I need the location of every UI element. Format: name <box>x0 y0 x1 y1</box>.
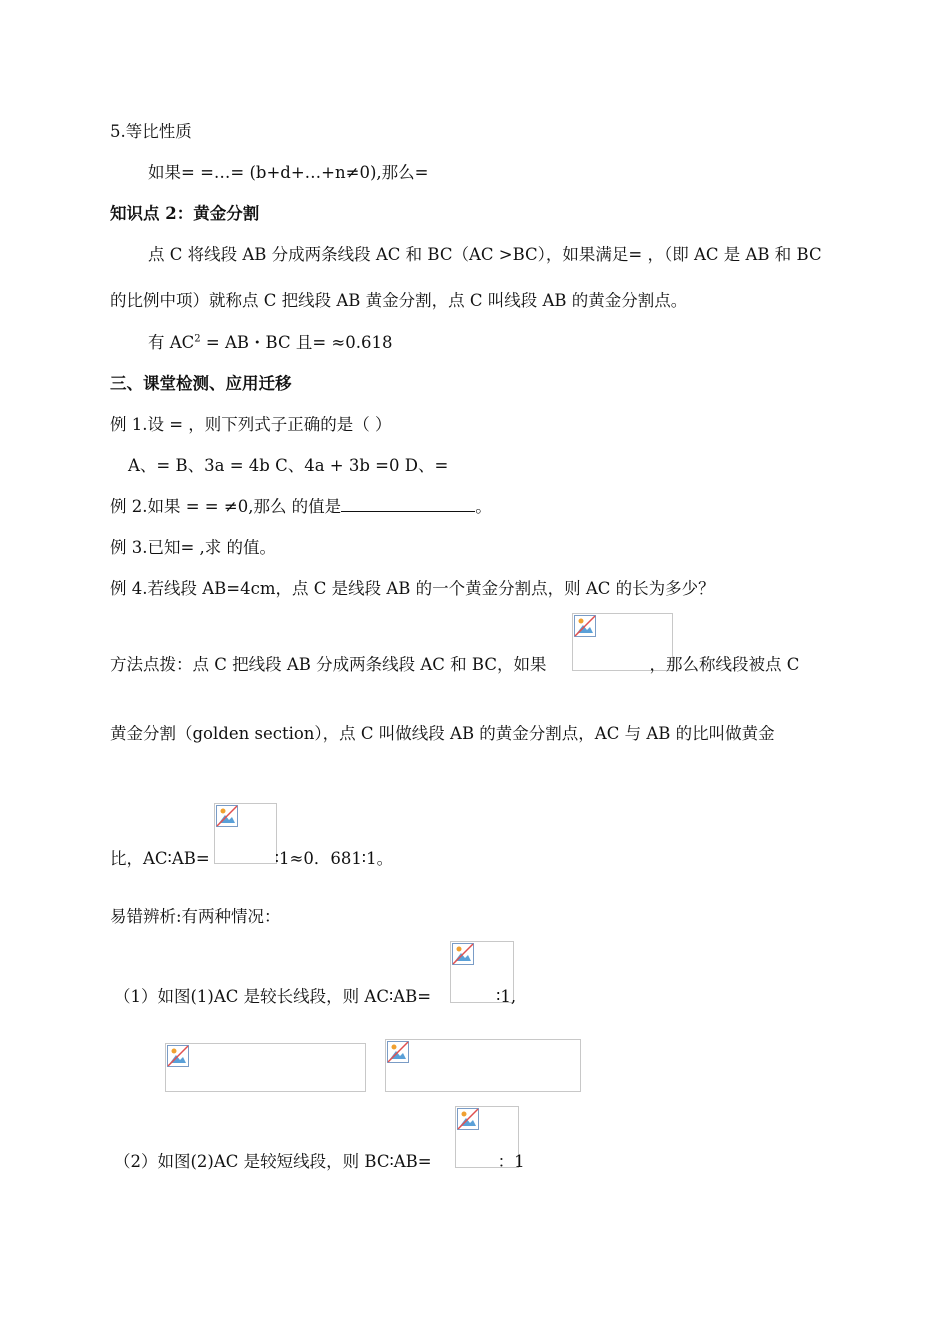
example-2-end: 。 <box>475 497 492 516</box>
case-2-line <box>114 1151 525 1173</box>
example-2-text: 例 2.如果 = = ≠0,那么 的值是 <box>110 497 342 516</box>
golden-section-def-line-1: 点 C 将线段 AB 分成两条线段 AC 和 BC（AC >BC），如果满足= ，（即 AC 是 AB 和 BC <box>148 245 822 264</box>
example-4-question: 例 4.若线段 AB=4cm，点 C 是线段 AB 的一个黄金分割点，则 AC 的长为多少？ <box>110 579 715 598</box>
proportion-formula-line: 如果= =…= (b+d+…+n≠0),那么= <box>148 163 429 182</box>
golden-ratio-text-a: 有 AC <box>148 333 195 352</box>
knowledge-point-2-heading: 知识点 2：黄金分割 <box>110 204 260 223</box>
figure-1-image <box>165 1043 366 1092</box>
broken-image-icon <box>457 1108 479 1130</box>
case-2-text-b: ：1 <box>497 1152 525 1171</box>
method-tip-text-b: ，那么称线段被点 C <box>649 655 800 674</box>
superscript-2: 2 <box>194 333 201 345</box>
golden-ratio-line <box>148 332 392 354</box>
ratio-text-b: ∶1≈0．681∶1。 <box>274 849 394 868</box>
figure-2-image <box>385 1039 581 1092</box>
example-3-question: 例 3.已知= ,求 的值。 <box>110 538 277 557</box>
example-2-question <box>110 496 492 518</box>
golden-ratio-text-b: = AB・BC 且= ≈0.618 <box>200 333 393 352</box>
example-1-options: A、= B、3a = 4b C、4a + 3b =0 D、= <box>128 456 449 475</box>
golden-section-def-line-2: 的比例中项）就称点 C 把线段 AB 黄金分割，点 C 叫线段 AB 的黄金分割点。 <box>110 291 688 310</box>
case-1-text-b: ∶1, <box>496 987 517 1006</box>
ratio-text-a: 比，AC∶AB= <box>110 849 210 868</box>
method-tip-line-1 <box>110 654 799 676</box>
method-tip-text-a: 方法点拨：点 C 把线段 AB 分成两条线段 AC 和 BC，如果 <box>110 655 547 674</box>
broken-image-icon <box>216 805 238 827</box>
broken-image-icon <box>574 615 596 637</box>
golden-ratio-value-line <box>110 848 393 870</box>
example-1-question: 例 1.设 = ，则下列式子正确的是（ ） <box>110 415 392 434</box>
method-tip-line-2: 黄金分割（golden section），点 C 叫做线段 AB 的黄金分割点，AC 与 AB 的比叫做黄金 <box>110 724 775 743</box>
section-heading-proportion: 5.等比性质 <box>110 122 192 141</box>
case-1-line <box>114 986 516 1008</box>
case-2-text-a: （2）如图(2)AC 是较短线段，则 BC∶AB= <box>114 1152 432 1171</box>
section-three-heading: 三、课堂检测、应用迁移 <box>110 374 292 393</box>
case-1-text-a: （1）如图(1)AC 是较长线段，则 AC∶AB= <box>114 987 432 1006</box>
broken-image-icon <box>167 1045 189 1067</box>
broken-image-icon <box>452 943 474 965</box>
broken-image-icon <box>387 1041 409 1063</box>
answer-blank <box>341 496 475 512</box>
common-mistake-heading: 易错辨析:有两种情况： <box>110 907 281 926</box>
